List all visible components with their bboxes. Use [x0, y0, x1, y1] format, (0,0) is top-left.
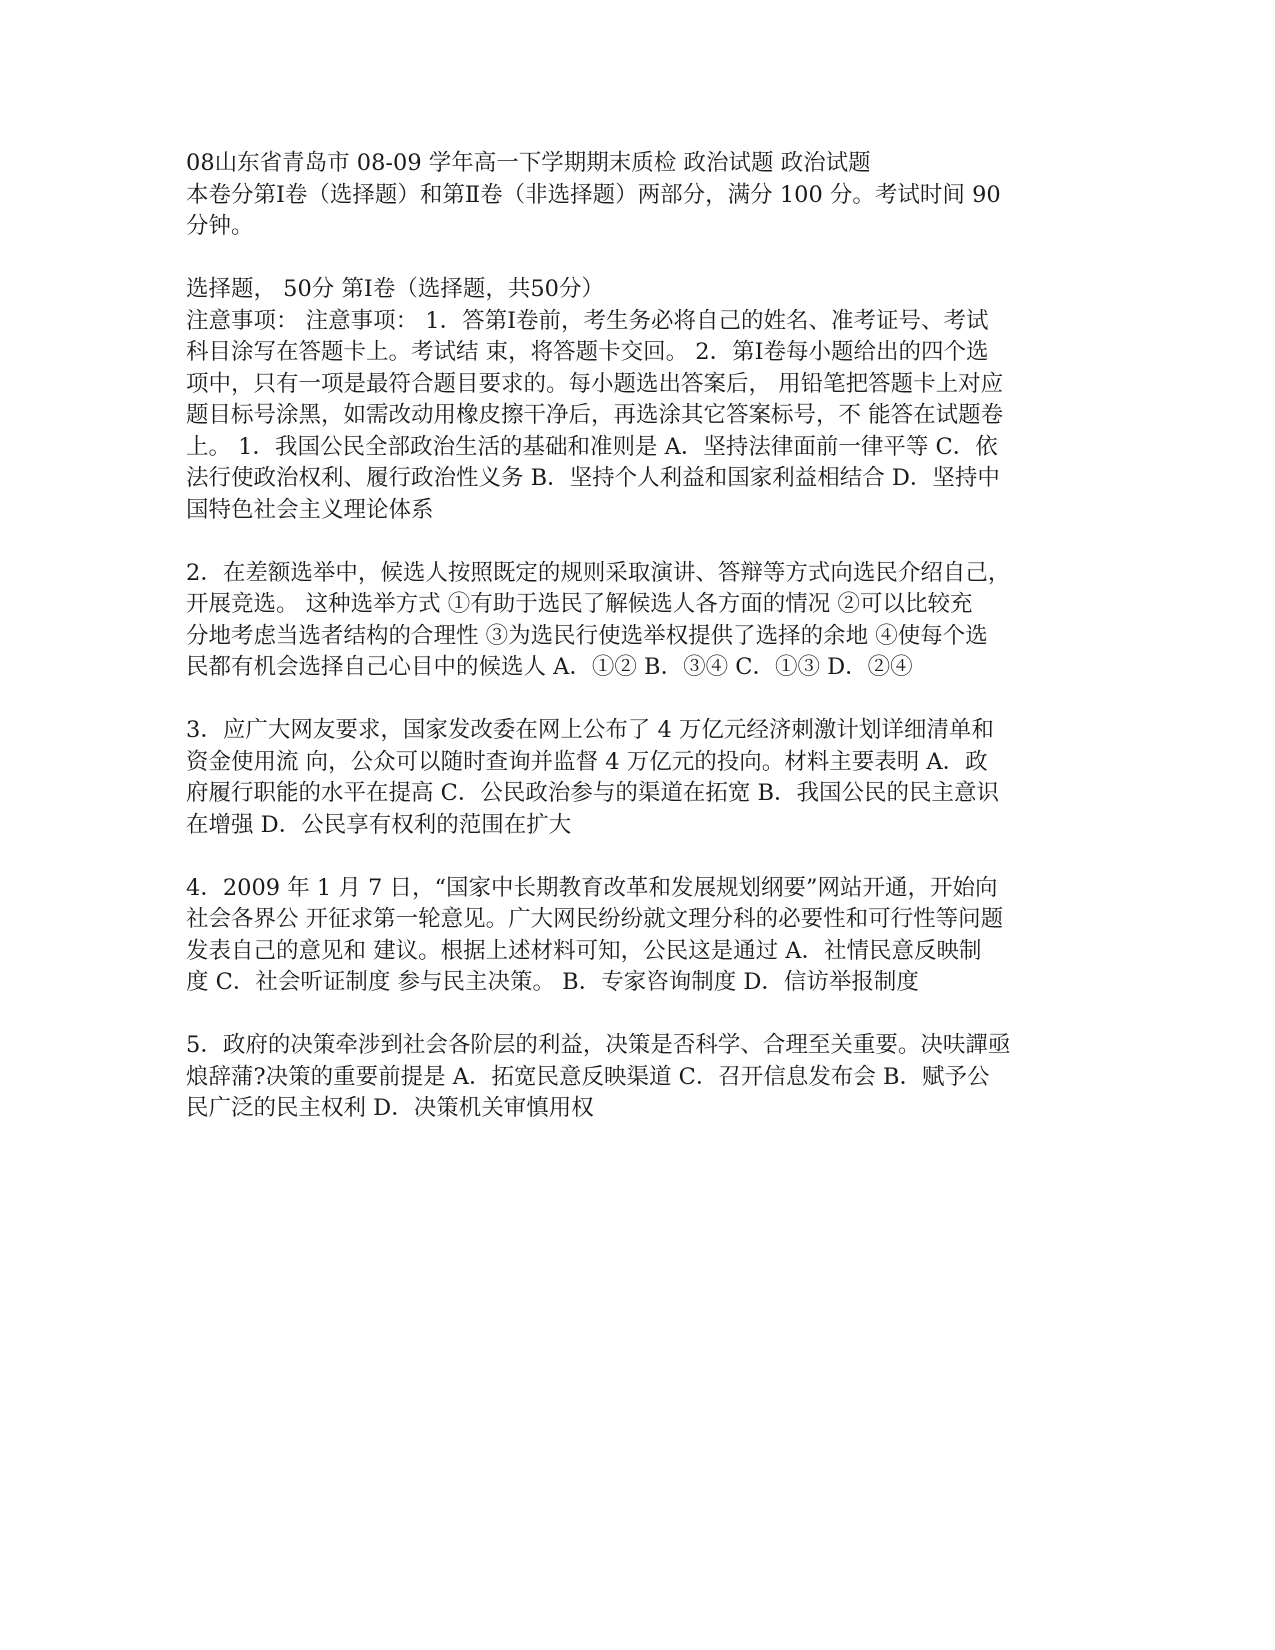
section-header: 选择题， 50分 第Ⅰ卷（选择题，共50分） — [186, 276, 604, 302]
exam-document — [186, 148, 1086, 1125]
question-line: 烺辞蒲?决策的重要前提是 A．拓宽民意反映渠道 C．召开信息发布会 B．赋予公 — [186, 1063, 990, 1090]
question-line: 社会各界公 开征求第一轮意见。广大网民纷纷就文理分科的必要性和可行性等问题 — [186, 906, 1004, 932]
question-line: 资金使用流 向，公众可以随时查询并监督 4 万亿元的投向。材料主要表明 A．政 — [186, 748, 988, 775]
notice-line: 国特色社会主义理论体系 — [186, 496, 434, 523]
intro-line: 分钟。 — [186, 213, 254, 239]
notice-paragraph — [186, 306, 1086, 527]
notice-line: 注意事项： 注意事项： 1．答第Ⅰ卷前，考生务必将自己的姓名、准考证号、考试 — [186, 307, 989, 334]
question-line: 开展竞选。 这种选举方式 ①有助于选民了解候选人各方面的情况 ②可以比较充 — [186, 591, 973, 617]
question-line: 府履行职能的水平在提高 C．公民政治参与的渠道在拓宽 B．我国公民的民主意识 — [186, 780, 1000, 806]
notice-line: 项中，只有一项是最符合题目要求的。每小题选出答案后， 用铅笔把答题卡上对应 — [186, 370, 1004, 397]
question-line: 2．在差额选举中，候选人按照既定的规则采取演讲、答辩等方式向选民介绍自己， — [186, 559, 1011, 586]
document-title: 08山东省青岛市 08-09 学年高一下学期期末质检 政治试题 政治试题 — [186, 150, 871, 176]
question-line: 分地考虑当选者结构的合理性 ③为选民行使选举权提供了选择的余地 ④使每个选 — [186, 622, 988, 649]
paragraph-gap — [186, 999, 1086, 1031]
paragraph-gap — [186, 243, 1086, 275]
notice-line: 科目涂写在答题卡上。考试结 束，将答题卡交回。 2．第Ⅰ卷每小题给出的四个选 — [186, 339, 989, 365]
question-line: 民广泛的民主权利 D．决策机关审慎用权 — [186, 1095, 594, 1121]
question-line: 5．政府的决策牵涉到社会各阶层的利益，决策是否科学、合理至关重要。决呋譂亟 — [186, 1032, 1011, 1058]
intro-paragraph — [186, 180, 1086, 243]
question-4 — [186, 873, 1086, 999]
paragraph-gap — [186, 841, 1086, 873]
paragraph-gap — [186, 526, 1086, 558]
question-5 — [186, 1030, 1086, 1125]
question-line: 4．2009 年 1 月 7 日，“国家中长期教育改革和发展规划纲要”网站开通，开始向 — [186, 874, 998, 901]
question-line: 在增强 D．公民享有权利的范围在扩大 — [186, 811, 572, 838]
question-line: 民都有机会选择自己心目中的候选人 A．①② B．③④ C．①③ D．②④ — [186, 654, 913, 680]
question-line: 发表自己的意见和 建议。根据上述材料可知，公民这是通过 A．社情民意反映制 — [186, 937, 982, 964]
question-3 — [186, 715, 1086, 841]
notice-line: 上。 1．我国公民全部政治生活的基础和准则是 A．坚持法律面前一律平等 C．依 — [186, 433, 998, 460]
question-line: 度 C．社会听证制度 参与民主决策。 B．专家咨询制度 D．信访举报制度 — [186, 969, 919, 995]
question-line: 3．应广大网友要求，国家发改委在网上公布了 4 万亿元经济刺激计划详细清单和 — [186, 717, 994, 743]
notice-line: 题目标号涂黑，如需改动用橡皮擦干净后，再选涂其它答案标号，不 能答在试题卷 — [186, 402, 1004, 428]
intro-line: 本卷分第Ⅰ卷（选择题）和第Ⅱ卷（非选择题）两部分，满分 100 分。考试时间 90 — [186, 181, 1001, 208]
notice-line: 法行使政治权利、履行政治性义务 B．坚持个人利益和国家利益相结合 D．坚持中 — [186, 465, 1000, 491]
question-2 — [186, 558, 1086, 684]
paragraph-gap — [186, 684, 1086, 716]
